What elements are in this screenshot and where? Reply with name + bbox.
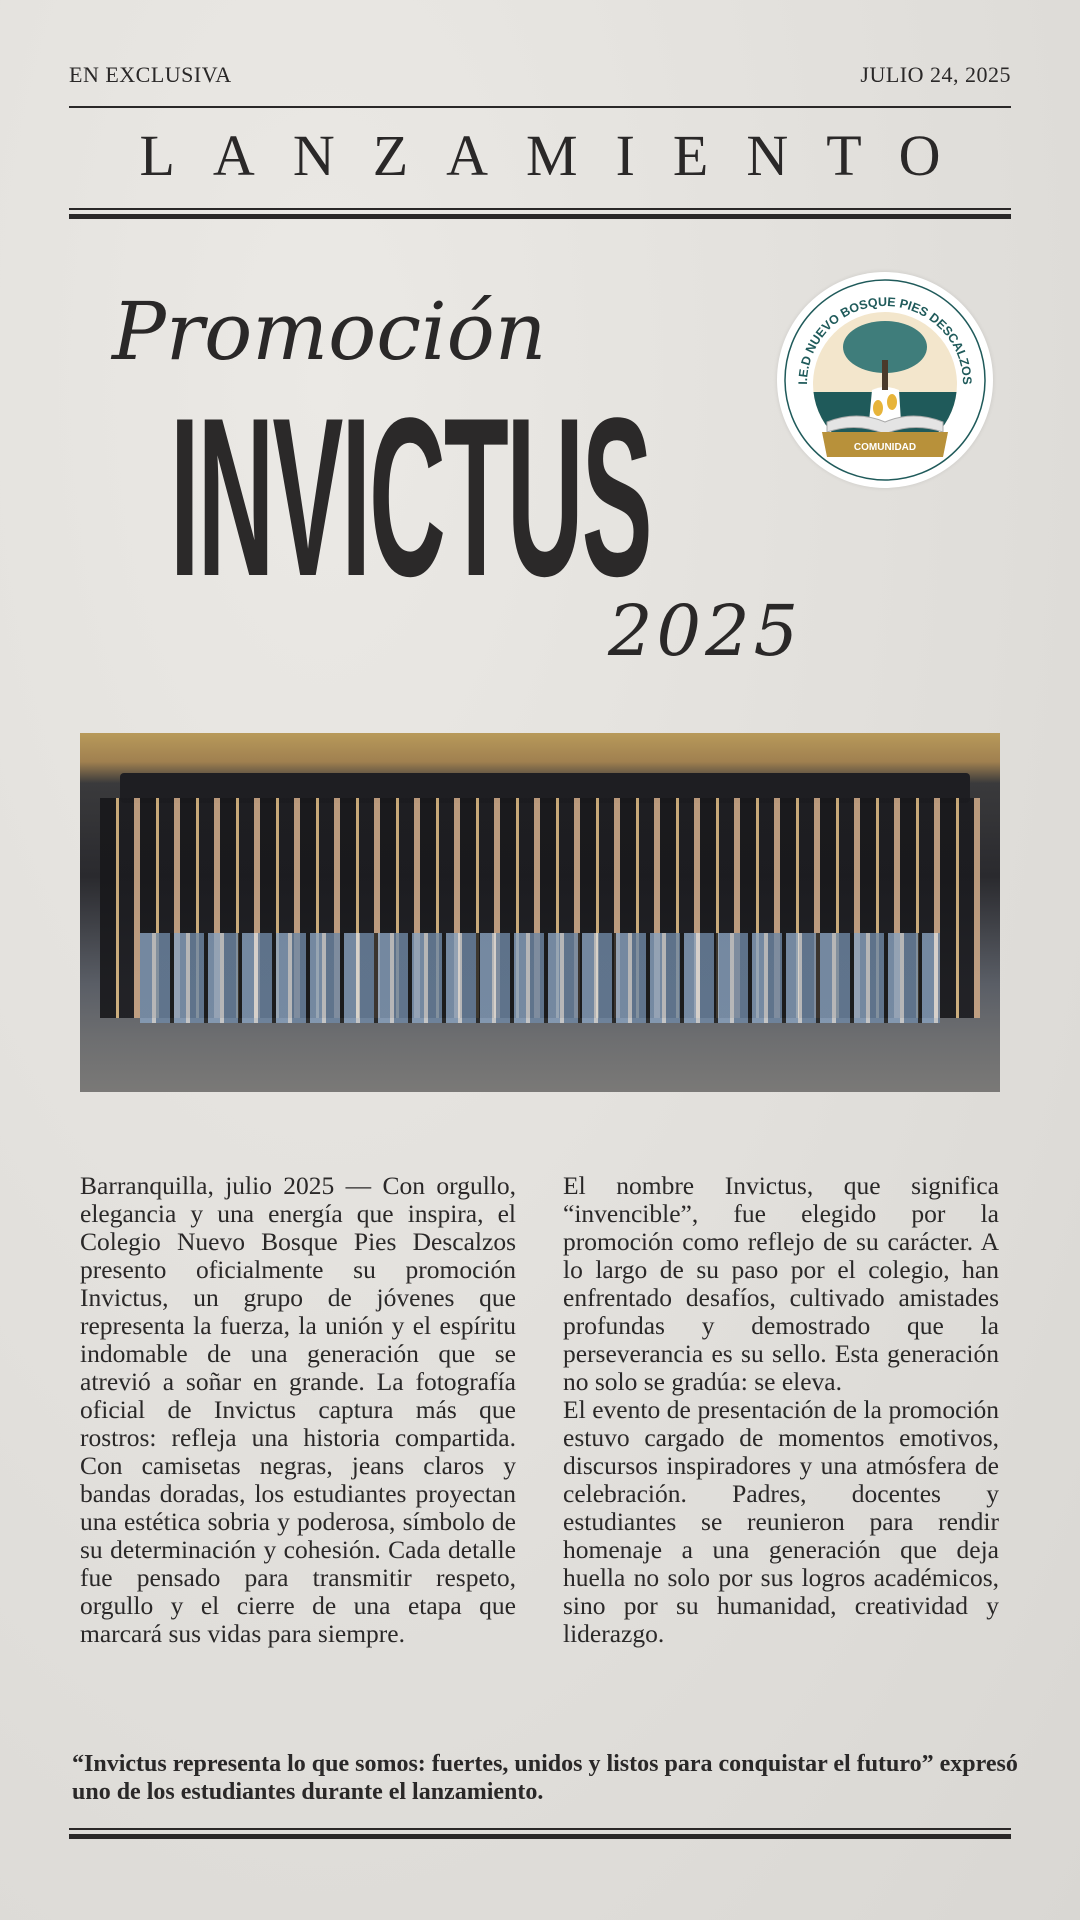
hero-year: 2025 bbox=[608, 590, 803, 672]
masthead-rule-1 bbox=[69, 208, 1011, 210]
logo-ring-text: I.E.D NUEVO BOSQUE PIES DESCALZOS bbox=[795, 294, 975, 385]
hero-script-title: Promoción bbox=[112, 285, 547, 378]
top-rule bbox=[69, 106, 1011, 108]
article-paragraph: El evento de presentación de la promoción estuvo cargado de momentos emotivos, discursos inspiradores y una atmósfera de celebración. Padres, docentes y estudiantes se reunieron para rendir homenaje a una generación que deja huella no solo por sus logros académicos, sino por su humanidad, creatividad y liderazgo. bbox=[563, 1395, 999, 1648]
masthead-title: LANZAMIENTO bbox=[139, 123, 979, 188]
footer-rule-2 bbox=[69, 1834, 1011, 1839]
section-kicker: EN EXCLUSIVA bbox=[69, 62, 232, 87]
article-column-2 bbox=[563, 1172, 999, 1648]
school-logo bbox=[777, 272, 993, 488]
hero-headline: INVICTUS bbox=[170, 370, 651, 623]
article-paragraph: El nombre Invictus, que significa “invencible”, fue elegido por la promoción como reflejo de su carácter. A lo largo de su paso por el colegio, han enfrentado desafíos, cultivado amistades profundas y demostrado que la perseverancia es su sello. Esta generación no solo se gradúa: se eleva. bbox=[563, 1171, 999, 1396]
masthead-rule-2 bbox=[69, 214, 1011, 219]
issue-date: JULIO 24, 2025 bbox=[860, 62, 1011, 87]
article-column-1: Barranquilla, julio 2025 — Con orgullo, elegancia y una energía que inspira, el Colegio Nuevo Bosque Pies Descalzos presento oficialmente su promoción Invictus, un grupo de jóvenes que representa la fuerza, la unión y el espíritu indomable de una generación que se atrevió a soñar en grande. La fotografía oficial de Invictus captura más que rostros: refleja una historia compartida. Con camisetas negras, jeans claros y bandas doradas, los estudiantes proyectan una estética sobria y poderosa, símbolo de su determinación y cohesión. Cada detalle fue pensado para transmitir respeto, orgullo y el cierre de una etapa que marcará sus vidas para siempre. bbox=[80, 1171, 516, 1648]
pull-quote: “Invictus representa lo que somos: fuertes, unidos y listos para conquistar el futuro” expresó uno de los estudiantes durante el lanzamiento. bbox=[72, 1751, 1018, 1805]
logo-banner-text: COMUNIDAD bbox=[853, 442, 917, 453]
class-group-photo bbox=[80, 733, 1000, 1092]
footer-rule-1 bbox=[69, 1828, 1011, 1830]
